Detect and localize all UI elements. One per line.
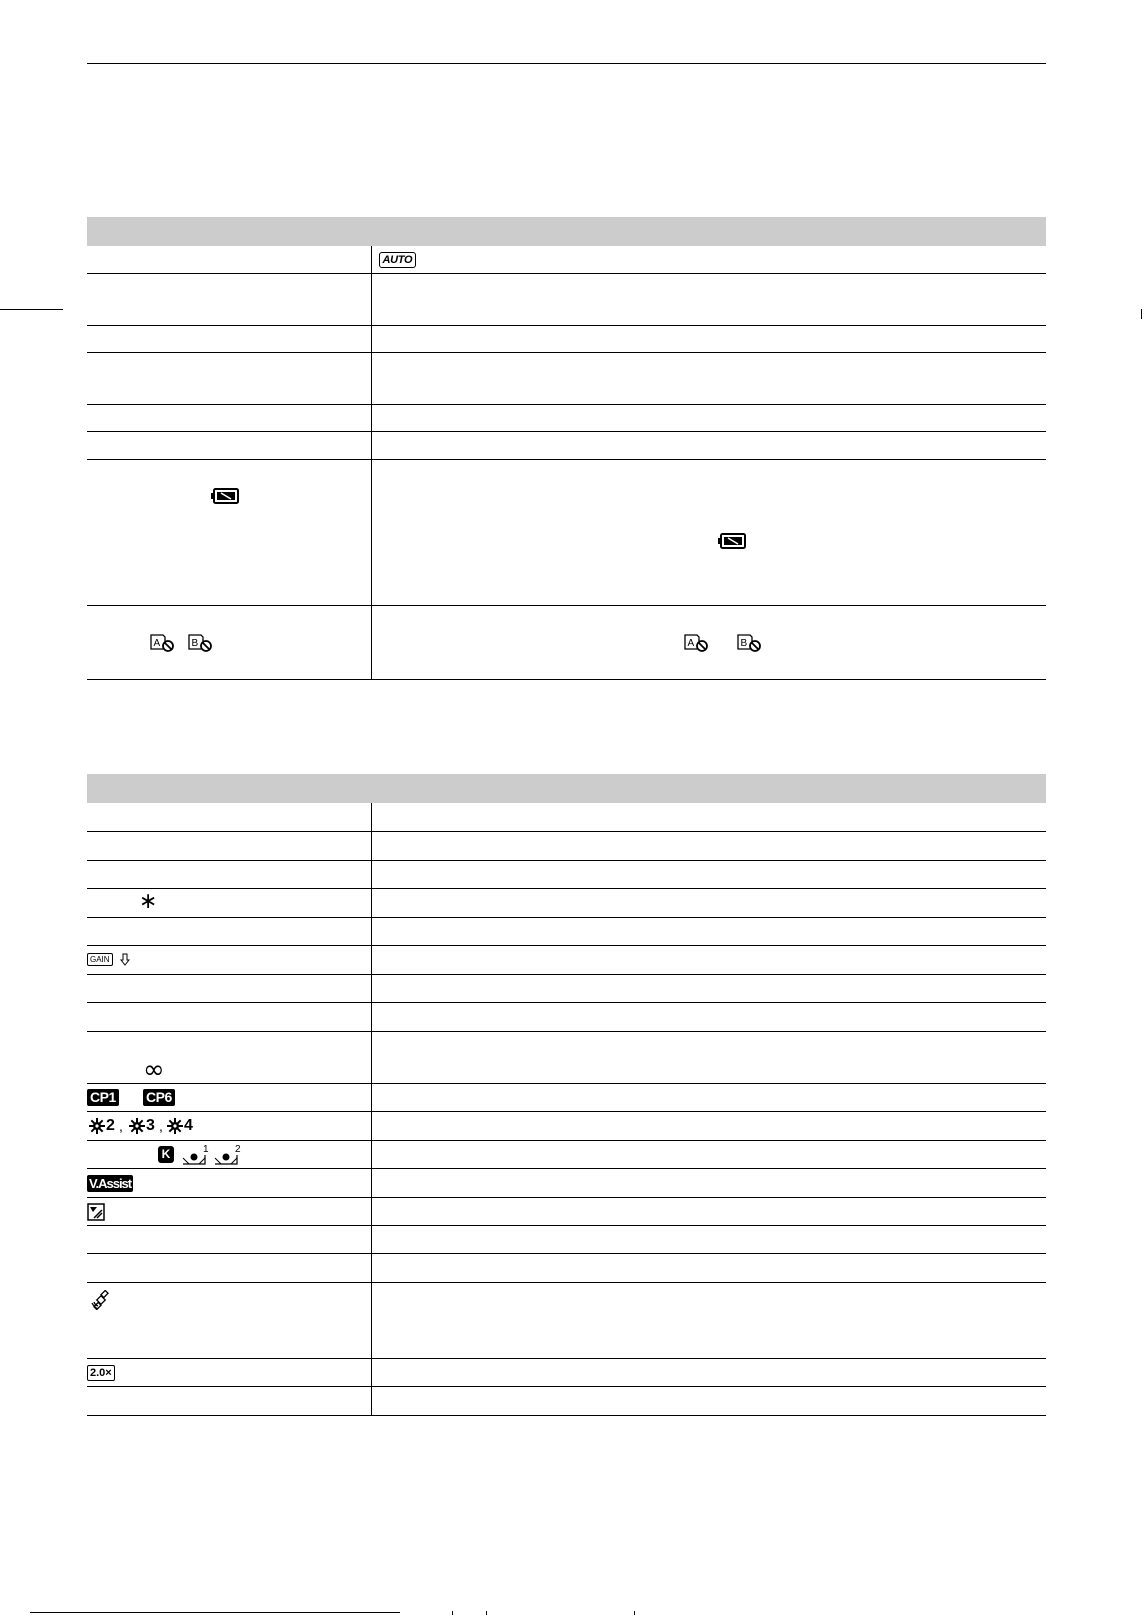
white-balance-set-1-icon — [181, 1144, 211, 1166]
zoom-2x-icon: 2.0× — [87, 1365, 115, 1381]
gain-icon: GAIN — [87, 953, 113, 966]
table-row — [87, 1197, 1046, 1225]
svg-text:2: 2 — [235, 1143, 241, 1155]
cell-message — [87, 945, 371, 974]
table-row — [87, 860, 1046, 888]
battery-empty-icon — [718, 533, 746, 549]
separator: , — [119, 1117, 123, 1134]
cell-message — [87, 352, 371, 404]
cell-explanation — [371, 1168, 1046, 1197]
cell-explanation — [371, 1031, 1046, 1083]
cell-explanation — [371, 1111, 1046, 1140]
gps-satellite-icon — [91, 1290, 111, 1310]
cell-explanation — [371, 273, 1046, 325]
cell-message — [87, 888, 371, 917]
cell-message — [87, 1197, 371, 1225]
assign-key-3-icon — [129, 1118, 145, 1134]
footer-rule — [30, 1612, 400, 1613]
asterisk-icon: ∗ — [139, 888, 158, 914]
message-table-1 — [87, 217, 1046, 680]
svg-text:A: A — [153, 637, 161, 649]
cell-explanation — [371, 431, 1046, 459]
custom-picture-1-icon: CP1 — [87, 1089, 119, 1106]
cell-explanation — [371, 605, 1046, 679]
card-a-unavailable-icon — [683, 633, 709, 653]
table-row — [87, 273, 1046, 325]
separator: , — [159, 1117, 163, 1134]
cell-message — [87, 325, 371, 352]
margin-tab-rule — [0, 309, 63, 310]
cell-explanation — [371, 831, 1046, 860]
cell-explanation — [371, 1253, 1046, 1282]
header-cell-explanation — [371, 217, 1046, 246]
cell-explanation — [371, 1140, 1046, 1168]
cell-message — [87, 1282, 371, 1358]
assign-key-4-icon — [167, 1118, 183, 1134]
cell-explanation — [371, 1282, 1046, 1358]
cell-message — [87, 404, 371, 431]
cell-message — [87, 459, 371, 605]
assign-key-2-icon — [89, 1118, 105, 1134]
infinity-icon: ∞ — [143, 1054, 165, 1085]
cell-message — [87, 1168, 371, 1197]
cell-explanation — [371, 917, 1046, 945]
table-row — [87, 917, 1046, 945]
cell-message — [87, 431, 371, 459]
message-table-2 — [87, 774, 1046, 1416]
cell-explanation — [371, 1083, 1046, 1111]
cell-message — [87, 1031, 371, 1083]
color-temperature-k-icon: K — [158, 1146, 174, 1163]
card-a-unavailable-icon — [149, 633, 175, 653]
cell-message — [87, 273, 371, 325]
table-row — [87, 431, 1046, 459]
svg-text:A: A — [687, 637, 694, 649]
cell-explanation — [371, 1225, 1046, 1253]
cell-message — [87, 974, 371, 1002]
cell-explanation — [371, 325, 1046, 352]
table-header-row — [87, 217, 1046, 246]
battery-empty-icon — [211, 488, 239, 504]
table-row — [87, 1031, 1046, 1083]
right-edge-tick — [1141, 309, 1142, 319]
assign-key-3-label: 3 — [146, 1116, 155, 1134]
svg-text:B: B — [740, 637, 747, 649]
cell-explanation — [371, 860, 1046, 888]
header-cell-message — [87, 774, 371, 803]
table-row — [87, 1083, 1046, 1111]
table-row — [87, 1168, 1046, 1197]
cell-message — [87, 605, 371, 679]
assign-key-2-label: 2 — [106, 1116, 115, 1134]
card-b-unavailable-icon — [736, 633, 762, 653]
cell-message — [87, 1225, 371, 1253]
table-row — [87, 974, 1046, 1002]
table-row — [87, 1111, 1046, 1140]
header-cell-message — [87, 217, 371, 246]
assign-key-4-label: 4 — [184, 1116, 193, 1134]
table-row — [87, 1140, 1046, 1168]
cell-explanation — [371, 1002, 1046, 1031]
cell-message — [87, 1083, 371, 1111]
cell-explanation — [371, 1197, 1046, 1225]
cell-message — [87, 917, 371, 945]
cell-explanation — [371, 945, 1046, 974]
cell-explanation — [371, 404, 1046, 431]
table-row — [87, 325, 1046, 352]
cell-message — [87, 246, 371, 273]
video-assist-icon: V.Assist — [89, 1175, 132, 1191]
cell-message — [87, 1140, 371, 1168]
table-row — [87, 1386, 1046, 1415]
table-row — [87, 352, 1046, 404]
white-balance-set-2-icon — [213, 1144, 243, 1166]
table-row — [87, 1253, 1046, 1282]
table-row — [87, 803, 1046, 831]
cell-message — [87, 1386, 371, 1415]
cell-explanation — [371, 1358, 1046, 1386]
table-row — [87, 605, 1046, 679]
table-row — [87, 1282, 1046, 1358]
table-row — [87, 246, 1046, 273]
custom-picture-6-icon: CP6 — [143, 1089, 175, 1106]
table-row — [87, 945, 1046, 974]
cell-explanation — [371, 246, 1046, 273]
svg-text:1: 1 — [203, 1143, 209, 1155]
table-row — [87, 1002, 1046, 1031]
gain-down-arrow-icon — [120, 953, 130, 967]
table-header-row — [87, 774, 1046, 803]
cell-message — [87, 831, 371, 860]
cell-explanation — [371, 1386, 1046, 1415]
header-rule — [87, 63, 1046, 64]
table-row — [87, 1225, 1046, 1253]
cell-message — [87, 1358, 371, 1386]
table-row — [87, 1358, 1046, 1386]
card-b-unavailable-icon — [187, 633, 213, 653]
auto-mode-icon: AUTO — [379, 252, 417, 268]
table-row — [87, 888, 1046, 917]
cell-message — [87, 1253, 371, 1282]
cell-message — [87, 1002, 371, 1031]
cell-explanation — [371, 459, 1046, 605]
table-row — [87, 404, 1046, 431]
header-cell-explanation — [371, 774, 1046, 803]
cell-message — [87, 860, 371, 888]
exposure-icon — [87, 1203, 105, 1221]
cell-message — [87, 803, 371, 831]
svg-text:B: B — [191, 637, 199, 649]
cell-explanation — [371, 888, 1046, 917]
cell-message — [87, 1111, 371, 1140]
cell-explanation — [371, 974, 1046, 1002]
table-row — [87, 831, 1046, 860]
cell-explanation — [371, 803, 1046, 831]
cell-explanation — [371, 352, 1046, 404]
table-row — [87, 459, 1046, 605]
